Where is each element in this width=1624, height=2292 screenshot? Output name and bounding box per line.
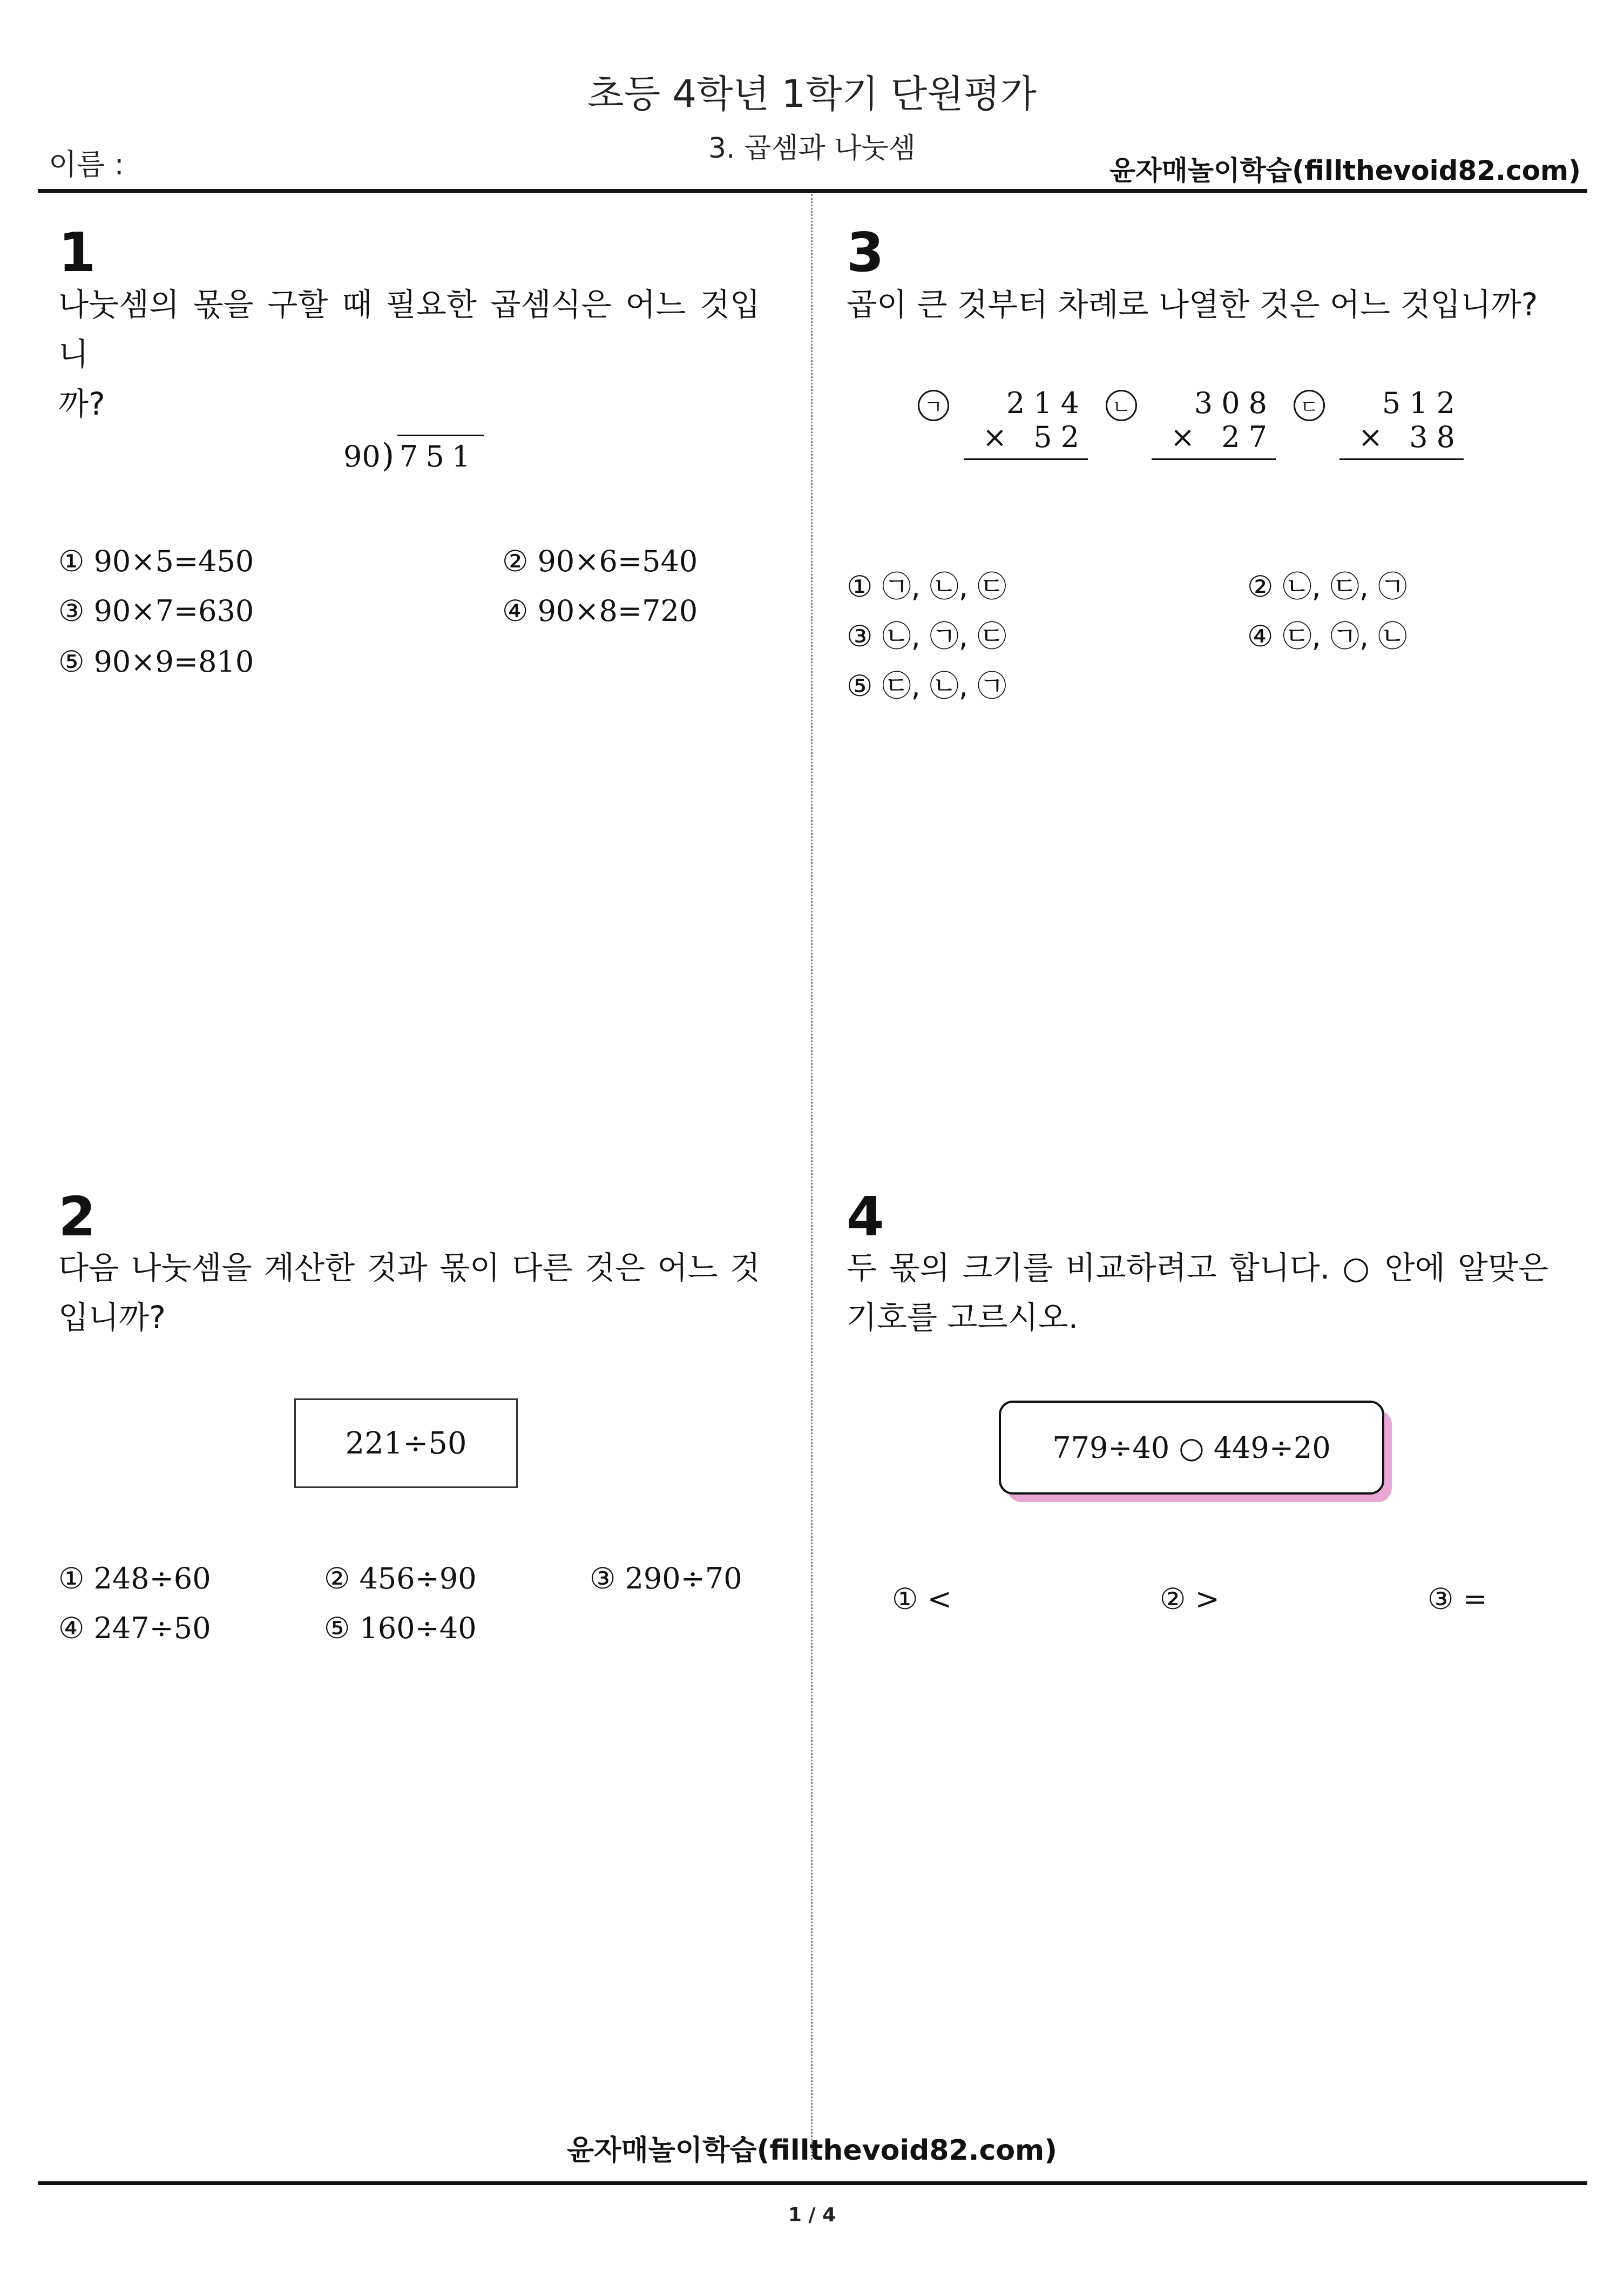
multiplicand: 512 [1382,386,1464,420]
choice[interactable]: ⑤ 90×9=810 [58,645,254,679]
question-1-text [58,280,760,429]
choice[interactable]: ③ = [1427,1582,1487,1616]
comparison-expression-box: 779÷40 ○ 449÷20 [999,1401,1384,1495]
multiplication-problem [1339,386,1464,460]
choice[interactable]: ① 248÷60 [58,1561,211,1595]
multiplicand: 308 [1194,386,1276,420]
column-divider [811,194,813,2160]
choice[interactable]: ① 90×5=450 [58,544,254,578]
choice[interactable]: ④ ㉢, ㉠, ㉡ [1247,619,1408,653]
multiplier: × 52 [964,420,1088,460]
dividend: 751 [397,435,484,474]
unit-subtitle: 3. 곱셈과 나눗셈 [708,132,916,165]
choice[interactable]: ④ 247÷50 [58,1611,211,1645]
question-3-text: 곱이 큰 것부터 차례로 나열한 것은 어느 것입니까? [847,286,1538,323]
long-division [343,435,484,475]
question-4-text-line: 두 몫의 크기를 비교하려고 합니다. ○ 안에 알맞은 [847,1249,1548,1286]
question-2-text-line: 입니까? [58,1299,166,1336]
question-4-number: 4 [847,1185,884,1248]
footer-divider [38,2181,1587,2185]
choice[interactable]: ③ 290÷70 [590,1561,742,1595]
question-1-text-line: 나눗셈의 몫을 구할 때 필요한 곱셈식은 어느 것입니 [58,286,760,373]
question-3-number: 3 [847,221,884,284]
question-1-text-line: 까? [58,386,105,422]
division-bracket: ) [381,437,395,475]
choice[interactable]: ④ 90×8=720 [502,594,698,628]
division-expression-box: 221÷50 [294,1398,518,1488]
multiplicand: 214 [1006,386,1088,420]
choice[interactable]: ③ 90×7=630 [58,594,254,628]
label-giyeok-circle: ㄱ [918,390,949,421]
page-number: 1 / 4 [788,2204,836,2226]
choice[interactable]: ① ㉠, ㉡, ㉢ [847,570,1007,604]
label-digeut-circle: ㄷ [1294,390,1325,421]
brand-header: 윤자매놀이학습(fillthevoid82.com) [1109,155,1581,186]
question-4-text-line: 기호를 고르시오. [847,1299,1079,1336]
page-title: 초등 4학년 1학기 단원평가 [587,72,1037,116]
choice[interactable]: ② > [1160,1582,1220,1616]
question-2-number: 2 [58,1185,96,1248]
choice[interactable]: ⑤ 160÷40 [324,1611,477,1645]
divisor: 90 [343,440,381,474]
question-2-text-line: 다음 나눗셈을 계산한 것과 몫이 다른 것은 어느 것 [58,1249,760,1286]
multiplier: × 27 [1152,420,1276,460]
multiplication-problem [964,386,1088,460]
choice[interactable]: ② 456÷90 [324,1561,477,1595]
question-1-number: 1 [58,221,96,284]
brand-footer: 윤자매놀이학습(fillthevoid82.com) [566,2134,1057,2167]
multiplier: × 38 [1339,420,1464,460]
choice[interactable]: ③ ㉡, ㉠, ㉢ [847,619,1007,653]
choice[interactable]: ① < [892,1582,952,1616]
multiplication-problem [1152,386,1276,460]
question-4-text [847,1243,1548,1342]
choice[interactable]: ② ㉡, ㉢, ㉠ [1247,570,1408,604]
header-divider [38,189,1587,193]
name-label: 이름 : [49,147,124,181]
choice[interactable]: ② 90×6=540 [502,544,698,578]
question-2-text [58,1243,760,1342]
label-nieun-circle: ㄴ [1106,390,1137,421]
choice[interactable]: ⑤ ㉢, ㉡, ㉠ [847,669,1007,703]
